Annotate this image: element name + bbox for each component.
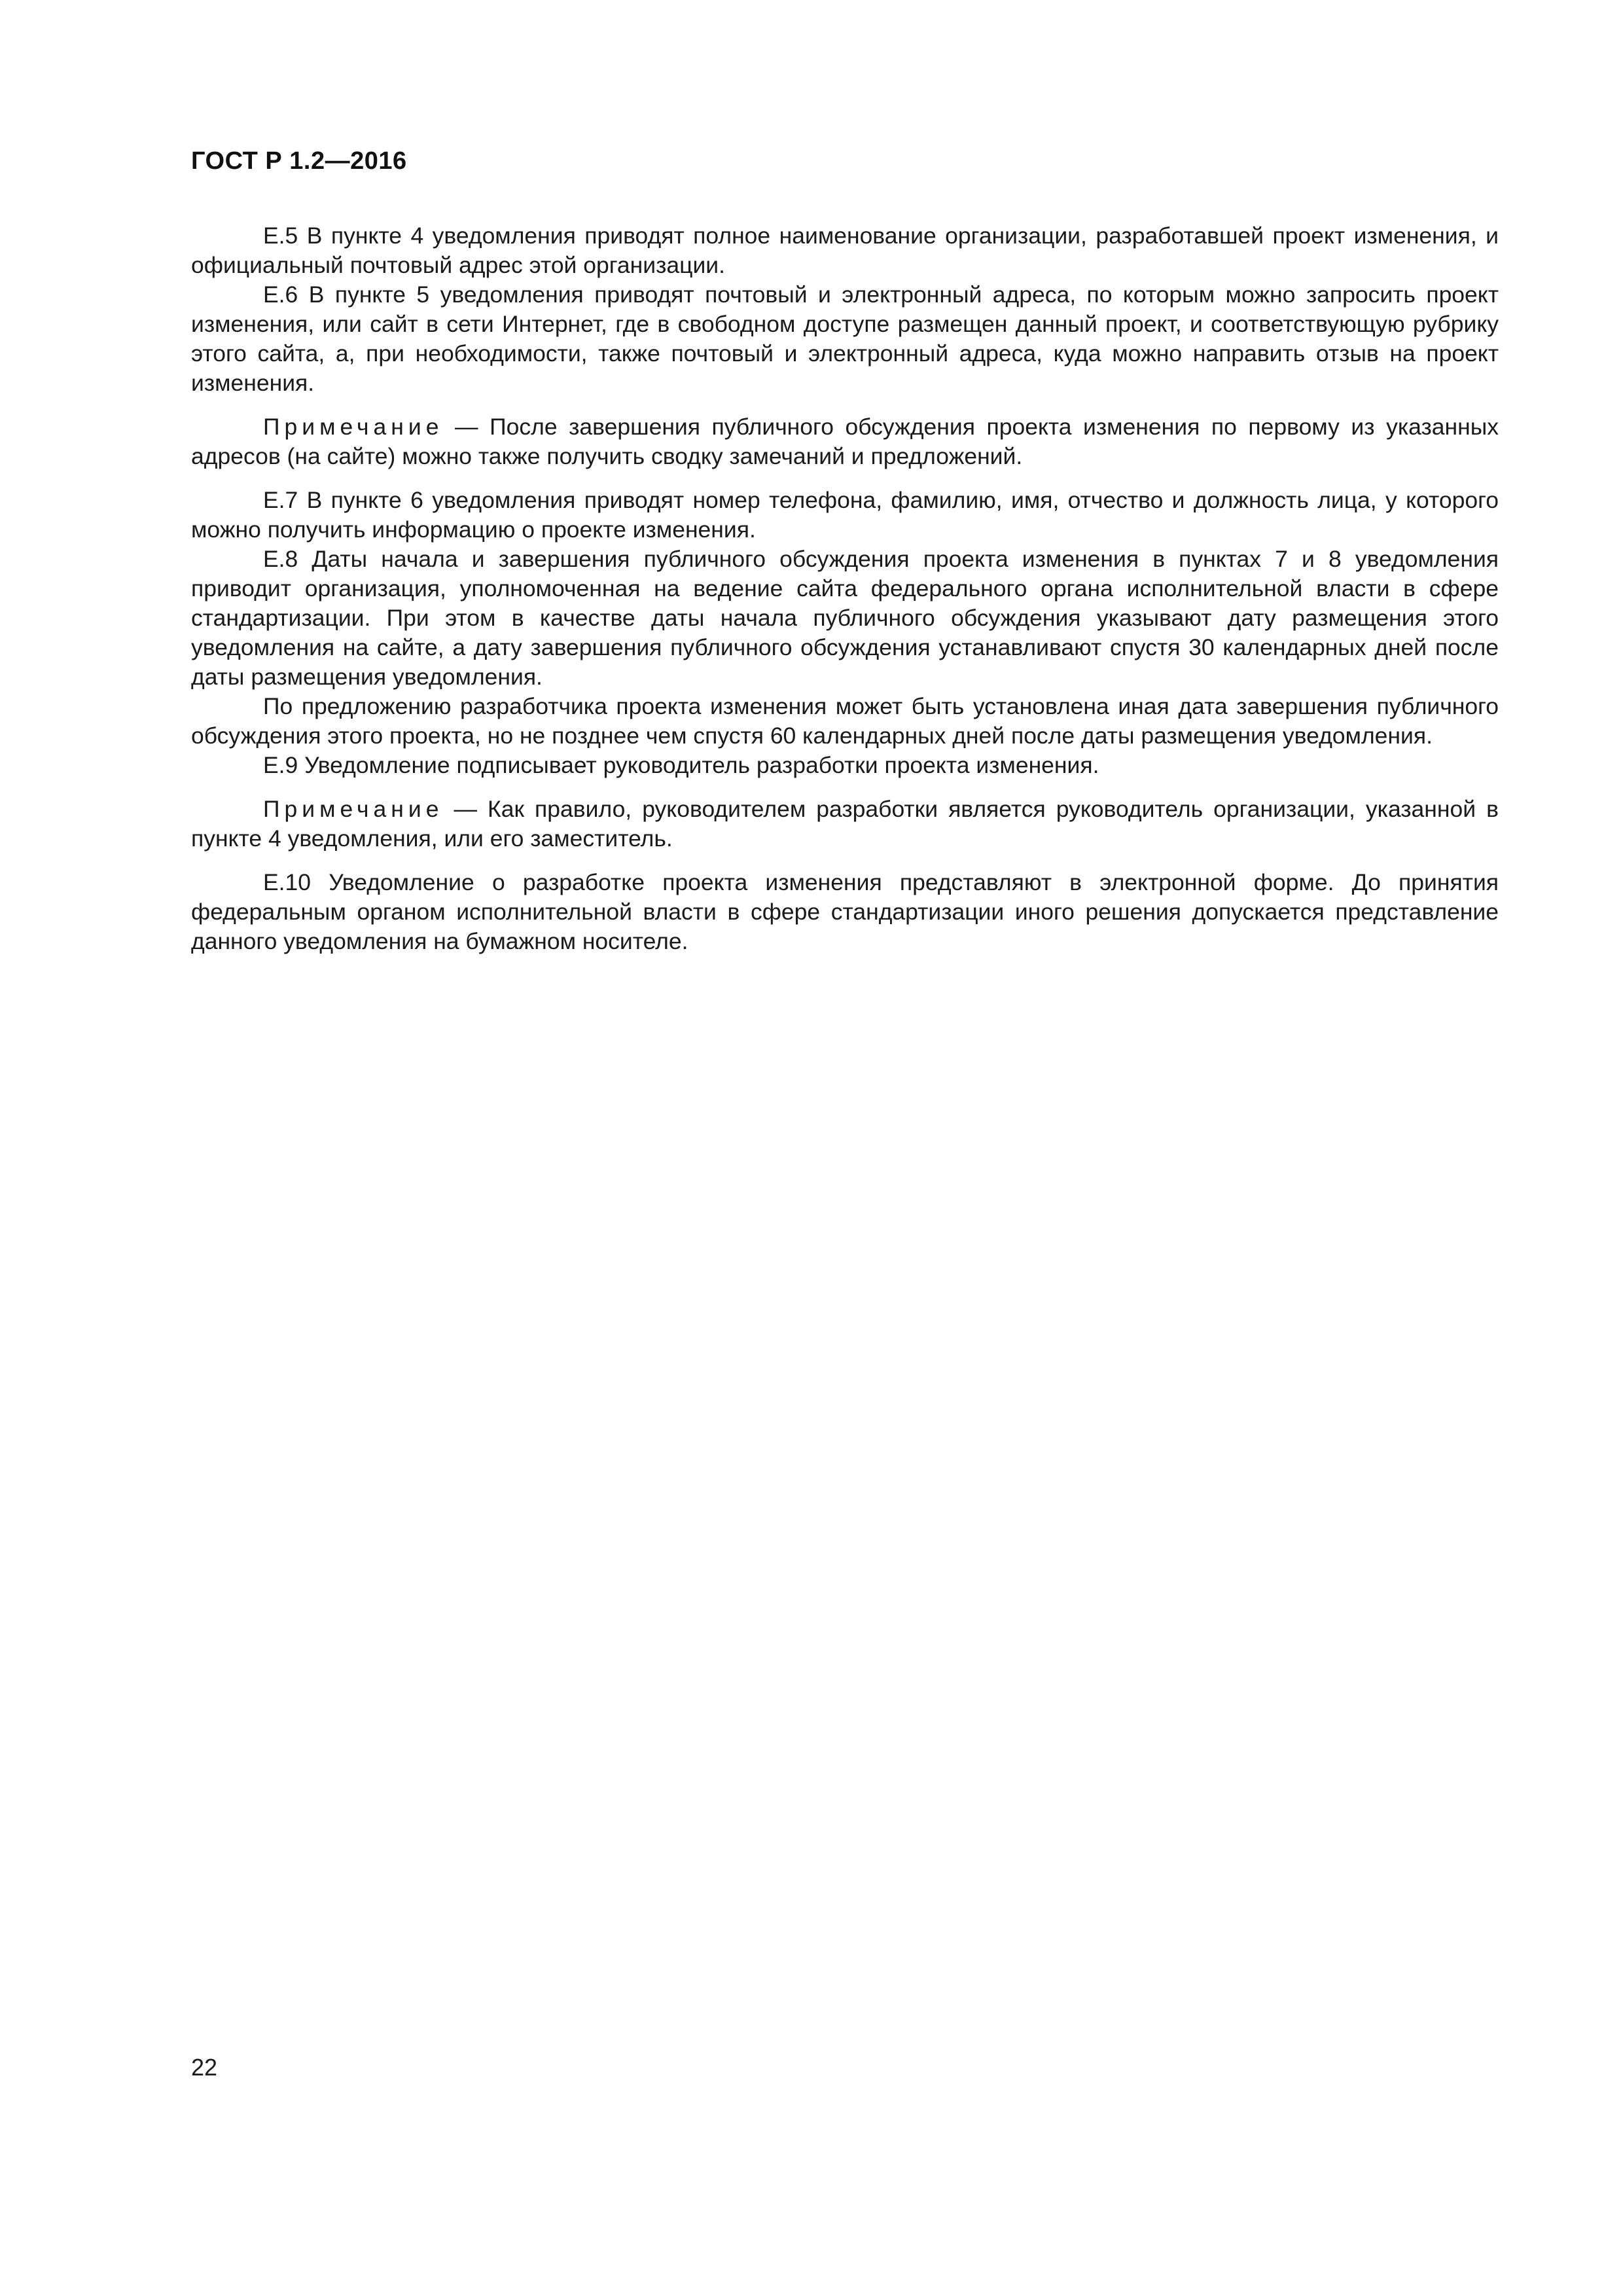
- note-1-label: Примечание: [263, 414, 444, 440]
- paragraph-e8-continued: По предложению разработчика проекта изменения может быть установлена иная дата завершения публичного обсуждения этого проекта, но не позднее чем спустя 60 календарных дней после даты размещения уведомления.: [191, 693, 1499, 749]
- note-1: [191, 412, 1499, 471]
- standard-code-header: ГОСТ Р 1.2—2016: [191, 147, 407, 175]
- document-body: [191, 221, 1499, 956]
- note-2: [191, 795, 1499, 853]
- note-2-label: Примечание: [263, 796, 444, 822]
- paragraph-e6: Е.6 В пункте 5 уведомления приводят почтовый и электронный адреса, по которым можно запросить проект изменения, или сайт в сети Интернет, где в свободном доступе размещен данный проект, и соответствующую рубрику этого сайта, а, при необходимости, также почтовый и электронный адреса, куда можно направить отзыв на проект изменения.: [191, 281, 1499, 396]
- paragraph-e10: Е.10 Уведомление о разработке проекта изменения представляют в электронной форме. До принятия федеральным органом исполнительной власти в сфере стандартизации иного решения допускается представление данного уведомления на бумажном носителе.: [191, 869, 1499, 954]
- paragraph-e9: Е.9 Уведомление подписывает руководитель разработки проекта изменения.: [263, 752, 1099, 778]
- paragraph-e7: Е.7 В пункте 6 уведомления приводят номер телефона, фамилию, имя, отчество и должность лица, у которого можно получить информацию о проекте изменения.: [191, 487, 1499, 543]
- paragraph-e8: Е.8 Даты начала и завершения публичного обсуждения проекта изменения в пунктах 7 и 8 уведомления приводит организация, уполномоченная на ведение сайта федерального органа исполнительной власти в сфере стандартизации. При этом в качестве даты начала публичного обсуждения указывают дату размещения этого уведомления на сайте, а дату завершения публичного обсуждения устанавливают спустя 30 календарных дней после даты размещения уведомления.: [191, 546, 1499, 690]
- paragraph-e5: Е.5 В пункте 4 уведомления приводят полное наименование организации, разработавшей проект изменения, и официальный почтовый адрес этой организации.: [191, 223, 1499, 278]
- note-2-text: — Как правило, руководителем разработки является руководитель организации, указанной в пункте 4 уведомления, или его заместитель.: [191, 796, 1499, 852]
- note-1-text: — После завершения публичного обсуждения проекта изменения по первому из указанных адресов (на сайте) можно также получить сводку замечаний и предложений.: [191, 414, 1499, 469]
- page-number: 22: [191, 2054, 218, 2081]
